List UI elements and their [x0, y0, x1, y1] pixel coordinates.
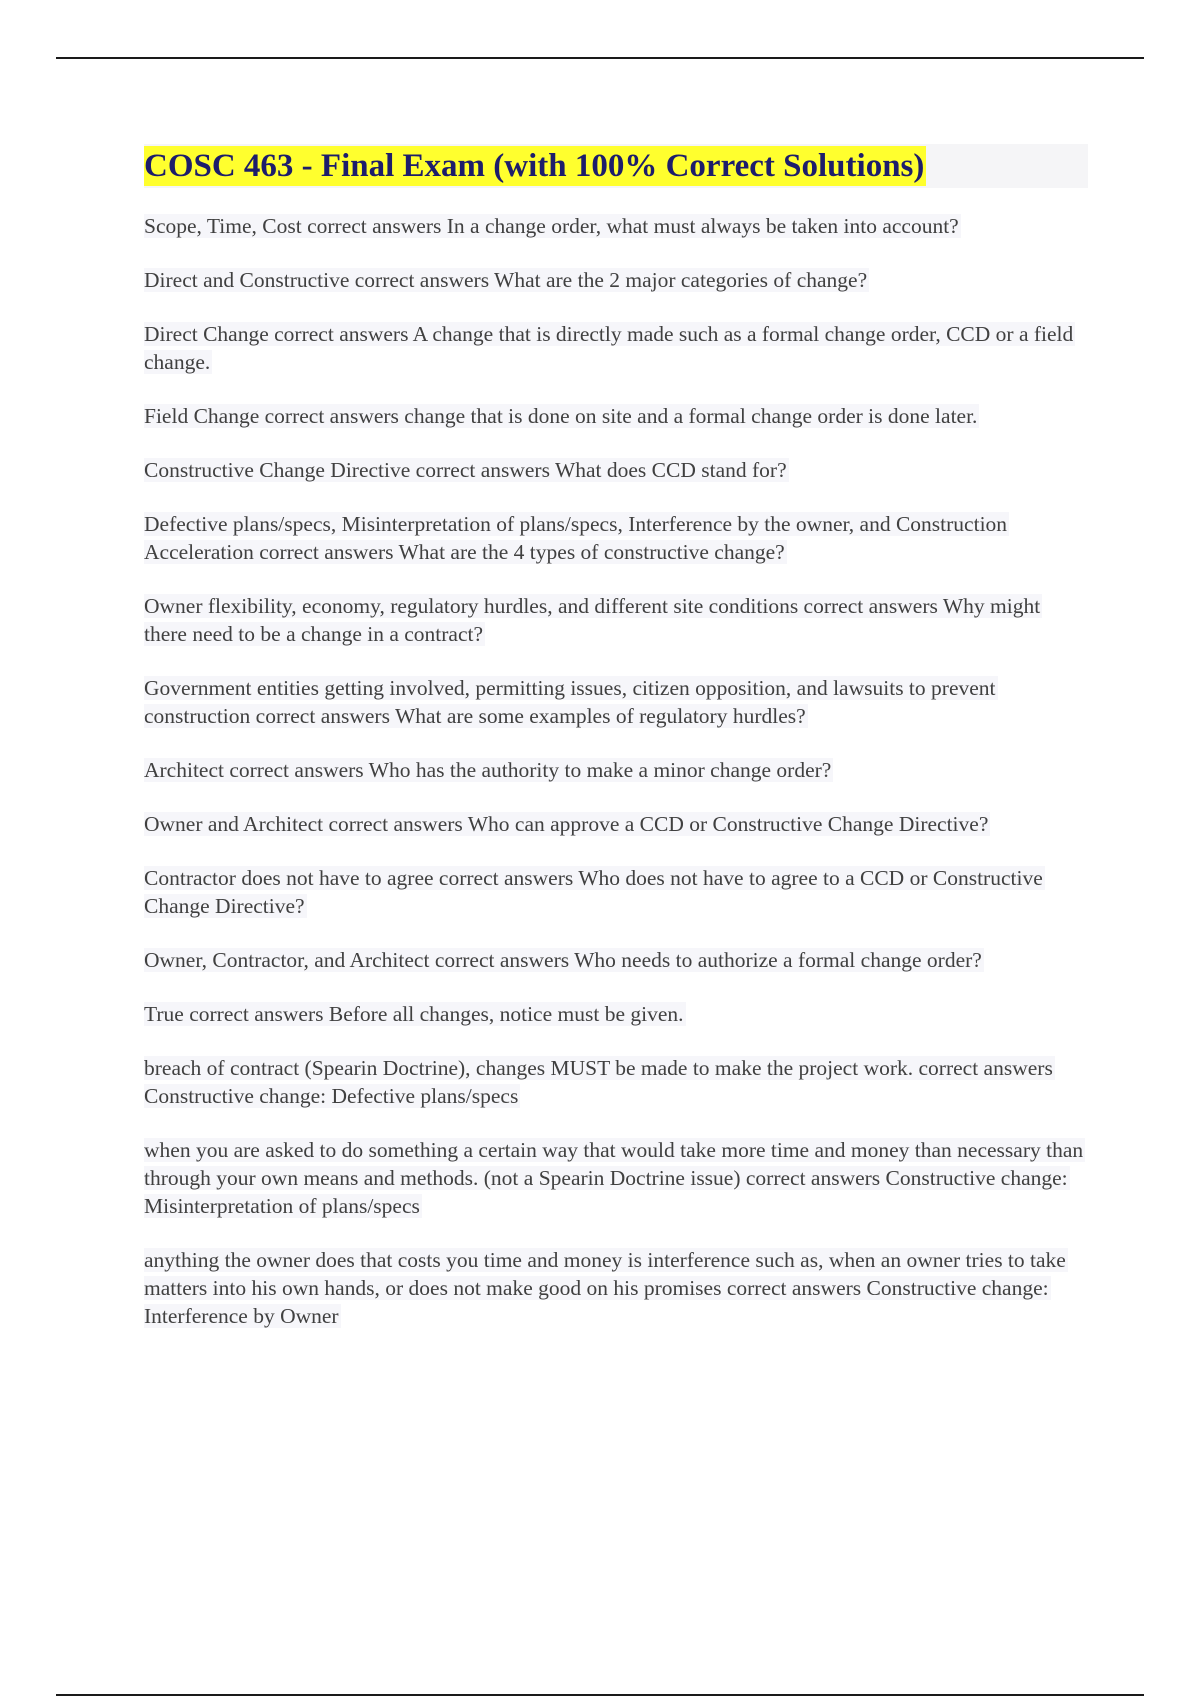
qa-item [144, 810, 1088, 838]
qa-text: Constructive Change Directive correct answers What does CCD stand for? [144, 458, 787, 482]
qa-item [144, 592, 1088, 648]
qa-item [144, 456, 1088, 484]
qa-text: Owner, Contractor, and Architect correct answers Who needs to authorize a formal change order? [144, 948, 982, 972]
qa-item [144, 510, 1088, 566]
qa-text: Direct Change correct answers A change that is directly made such as a formal change order, CCD or a field change. [144, 322, 1074, 374]
qa-text: Scope, Time, Cost correct answers In a change order, what must always be taken into account? [144, 214, 959, 238]
qa-text: True correct answers Before all changes, notice must be given. [144, 1002, 684, 1026]
qa-item [144, 864, 1088, 920]
qa-item [144, 756, 1088, 784]
document-title: COSC 463 - Final Exam (with 100% Correct Solutions) [144, 148, 925, 184]
qa-text: Defective plans/specs, Misinterpretation of plans/specs, Interference by the owner, and Construction Acceleration correct answers What are the 4 types of constructive change? [144, 512, 1008, 564]
qa-item [144, 212, 1088, 240]
bottom-rule [56, 1694, 1144, 1696]
qa-item [144, 1054, 1088, 1110]
qa-item [144, 674, 1088, 730]
qa-text: Architect correct answers Who has the authority to make a minor change order? [144, 758, 832, 782]
document-page [144, 144, 1088, 1356]
qa-list [144, 212, 1088, 1330]
qa-item [144, 266, 1088, 294]
qa-text: anything the owner does that costs you time and money is interference such as, when an owner tries to take matters into his own hands, or does not make good on his promises correct answers Constructive change: Interference by Owner [144, 1248, 1066, 1328]
qa-text: Government entities getting involved, permitting issues, citizen opposition, and lawsuits to prevent construction correct answers What are some examples of regulatory hurdles? [144, 676, 996, 728]
qa-item [144, 946, 1088, 974]
qa-text: Owner and Architect correct answers Who can approve a CCD or Constructive Change Directive? [144, 812, 989, 836]
qa-text: Owner flexibility, economy, regulatory hurdles, and different site conditions correct answers Why might there need to be a change in a contract? [144, 594, 1041, 646]
qa-item [144, 1136, 1088, 1220]
qa-item [144, 320, 1088, 376]
qa-item [144, 1000, 1088, 1028]
qa-text: Direct and Constructive correct answers What are the 2 major categories of change? [144, 268, 868, 292]
qa-item [144, 1246, 1088, 1330]
title-bar [144, 144, 1088, 188]
qa-text: when you are asked to do something a certain way that would take more time and money than necessary than through your own means and methods. (not a Spearin Doctrine issue) correct answers Constructive change: Misinterpretation of plans/specs [144, 1138, 1084, 1218]
qa-item [144, 402, 1088, 430]
top-rule [56, 57, 1144, 59]
qa-text: Contractor does not have to agree correct answers Who does not have to agree to a CCD or Constructive Change Directive? [144, 866, 1043, 918]
qa-text: Field Change correct answers change that is done on site and a formal change order is done later. [144, 404, 978, 428]
qa-text: breach of contract (Spearin Doctrine), changes MUST be made to make the project work. correct answers Constructive change: Defective plans/specs [144, 1056, 1053, 1108]
